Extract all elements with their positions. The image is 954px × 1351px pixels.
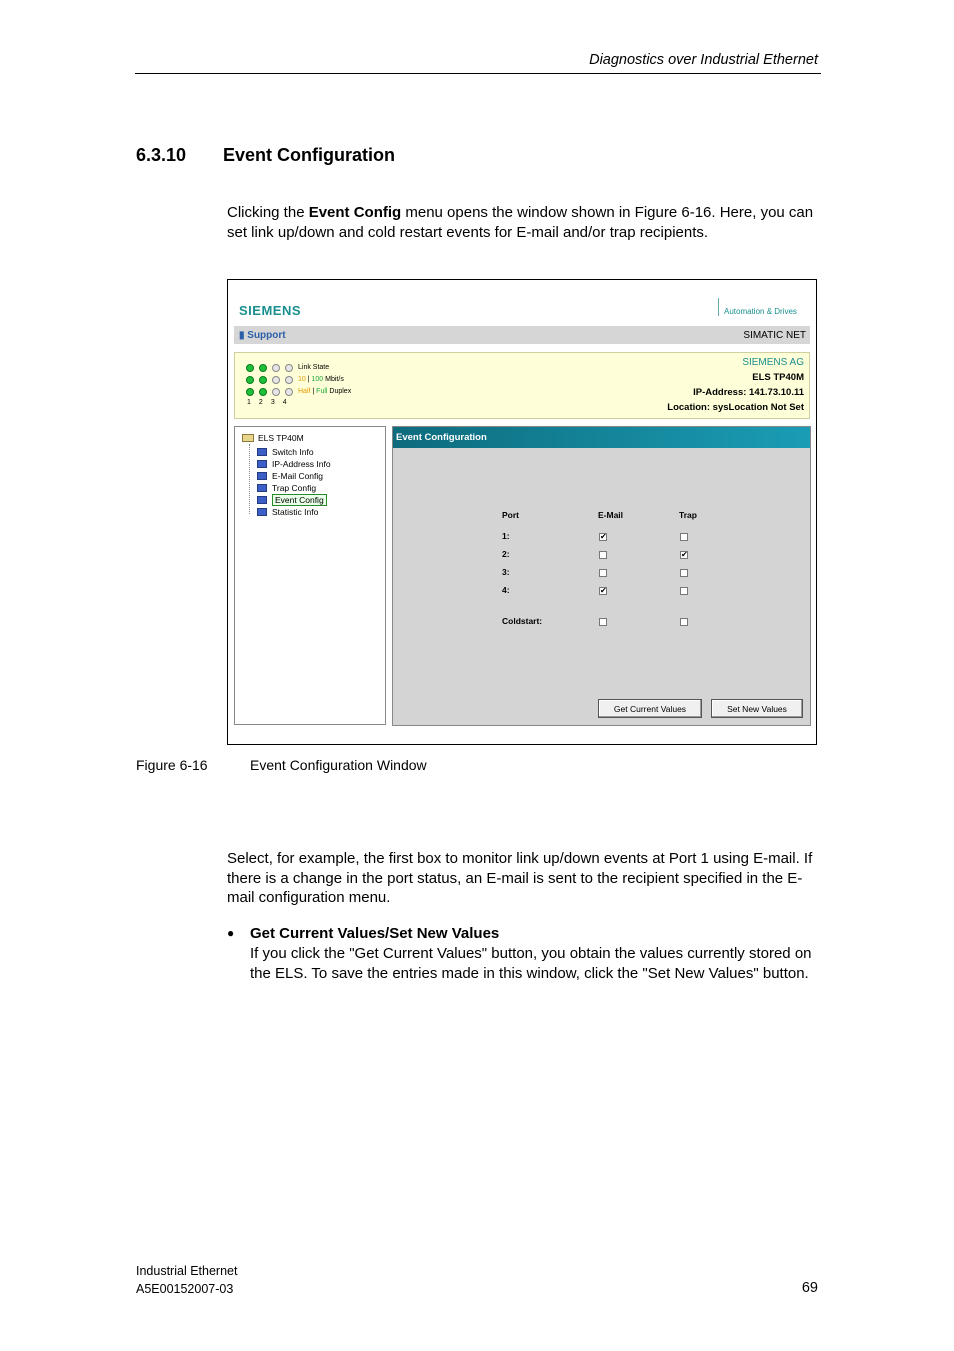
bullet-heading: Get Current Values/Set New Values (250, 925, 500, 942)
product-line: SIMATIC NET (743, 330, 806, 341)
legend-duplex-sep: | (310, 388, 317, 395)
trap-checkbox[interactable] (680, 569, 688, 577)
legend-speed-sep: | (305, 376, 312, 383)
led-row-duplex (246, 388, 351, 398)
support-label: Support (247, 330, 286, 341)
footer-doc-number: A5E00152007-03 (136, 1282, 234, 1296)
tree-item-trap-config[interactable] (257, 482, 316, 493)
legend-duplex-half: Half (298, 388, 311, 395)
port-number: 2 (258, 399, 263, 406)
section-title: Event Configuration (223, 145, 395, 165)
led-icon (259, 388, 267, 396)
intro-before: Clicking the (227, 204, 309, 221)
tree-item-label: E-Mail Config (272, 470, 324, 481)
led-icon (272, 388, 280, 396)
tree-item-label: Switch Info (272, 446, 314, 457)
tree-item-label: Statistic Info (272, 506, 319, 517)
port-number: 4 (282, 399, 287, 406)
support-link[interactable]: ▮ Support (239, 330, 286, 341)
legend-duplex-word: Duplex (327, 388, 352, 395)
tree-item-switch-info[interactable] (257, 446, 314, 457)
header-rule (135, 73, 821, 74)
row-label: 3: (502, 567, 510, 577)
led-row-speed (246, 376, 344, 386)
get-current-values-button[interactable]: Get Current Values (598, 699, 702, 718)
led-icon (259, 364, 267, 372)
led-icon (285, 376, 293, 384)
port-numbers (247, 399, 287, 406)
tagline: Automation & Drives (724, 307, 797, 316)
legend-speed-10: 10 (298, 376, 306, 383)
row-label: 1: (502, 531, 510, 541)
email-checkbox[interactable] (599, 569, 607, 577)
legend-speed-100: 100 (311, 376, 324, 383)
legend-speed (298, 376, 344, 386)
legend-duplex (298, 388, 351, 398)
folder-icon (242, 434, 254, 442)
tree-item-label: Event Config (272, 494, 327, 506)
device-ip: IP-Address: 141.73.10.11 (693, 387, 804, 398)
column-header-port: Port (502, 510, 519, 520)
page-icon (257, 460, 267, 468)
tree-item-email-config[interactable] (257, 470, 323, 481)
device-vendor: SIEMENS AG (742, 357, 804, 368)
led-icon (285, 388, 293, 396)
tree-root-label: ELS TP40M (258, 433, 304, 443)
column-header-trap: Trap (679, 510, 697, 520)
intro-paragraph (227, 203, 817, 242)
email-checkbox[interactable] (599, 551, 607, 559)
tree-item-label: Trap Config (272, 482, 317, 493)
panel-title: Event Configuration (396, 432, 487, 443)
device-location: Location: sysLocation Not Set (667, 402, 804, 413)
led-icon (259, 376, 267, 384)
set-new-values-button[interactable]: Set New Values (711, 699, 803, 718)
tree-item-label: IP-Address Info (272, 458, 331, 469)
trap-checkbox[interactable] (680, 618, 688, 626)
trap-checkbox[interactable] (680, 533, 688, 541)
page-icon (257, 472, 267, 480)
body-paragraph: Select, for example, the first box to monitor link up/down events at Port 1 using E-mail. If there is a change in the port status, an E-mail is sent to the recipient specified in the E-mail configuration menu. (227, 850, 813, 906)
tree-root[interactable] (242, 433, 304, 443)
page-number: 69 (801, 1280, 818, 1296)
tree-item-statistic-info[interactable] (257, 506, 318, 517)
legend-duplex-full: Full (316, 388, 328, 395)
led-icon (285, 364, 293, 372)
support-bar (234, 326, 810, 344)
led-icon (272, 364, 280, 372)
trap-checkbox[interactable]: ✔ (681, 550, 688, 559)
tagline-divider (718, 298, 719, 316)
led-icon (246, 376, 254, 384)
page-icon (257, 448, 267, 456)
led-row-link (246, 364, 329, 374)
tree-connector (249, 444, 251, 514)
email-checkbox[interactable]: ✔ (600, 586, 607, 595)
row-label: Coldstart: (502, 616, 543, 626)
email-checkbox[interactable] (599, 618, 607, 626)
intro-bold: Event Config (308, 204, 402, 221)
figure-number: Figure 6-16 (136, 757, 208, 773)
siemens-logo: SIEMENS (239, 303, 302, 318)
legend-speed-unit: Mbit/s (323, 376, 344, 383)
page-icon (257, 508, 267, 516)
led-icon (272, 376, 280, 384)
tree-item-ip-address-info[interactable] (257, 458, 331, 469)
intro-after: menu opens the window shown in Figure 6-16. Here, you can set link up/down and cold restart events for E-mail and/or trap recipients. (227, 204, 814, 241)
legend-link-state: Link State (298, 364, 330, 371)
row-label: 4: (502, 585, 510, 595)
running-header: Diagnostics over Industrial Ethernet (589, 52, 818, 68)
column-header-email: E-Mail (598, 510, 624, 520)
page-icon (257, 484, 267, 492)
figure-caption: Event Configuration Window (250, 757, 427, 773)
section-number: 6.3.10 (136, 145, 187, 165)
page-icon (257, 496, 267, 504)
port-number: 3 (270, 399, 275, 406)
port-number: 1 (247, 399, 251, 406)
led-icon (246, 364, 254, 372)
email-checkbox[interactable]: ✔ (600, 532, 607, 541)
footer-title: Industrial Ethernet (136, 1264, 238, 1278)
device-model: ELS TP40M (752, 372, 804, 383)
trap-checkbox[interactable] (680, 587, 688, 595)
bullet-body: If you click the "Get Current Values" button, you obtain the values currently stored on the ELS. To save the entries made in this window, click the "Set New Values" button. (250, 945, 812, 982)
bullet-icon: ● (227, 926, 235, 940)
led-icon (246, 388, 254, 396)
row-label: 2: (502, 549, 510, 559)
tree-item-event-config[interactable] (257, 494, 327, 505)
